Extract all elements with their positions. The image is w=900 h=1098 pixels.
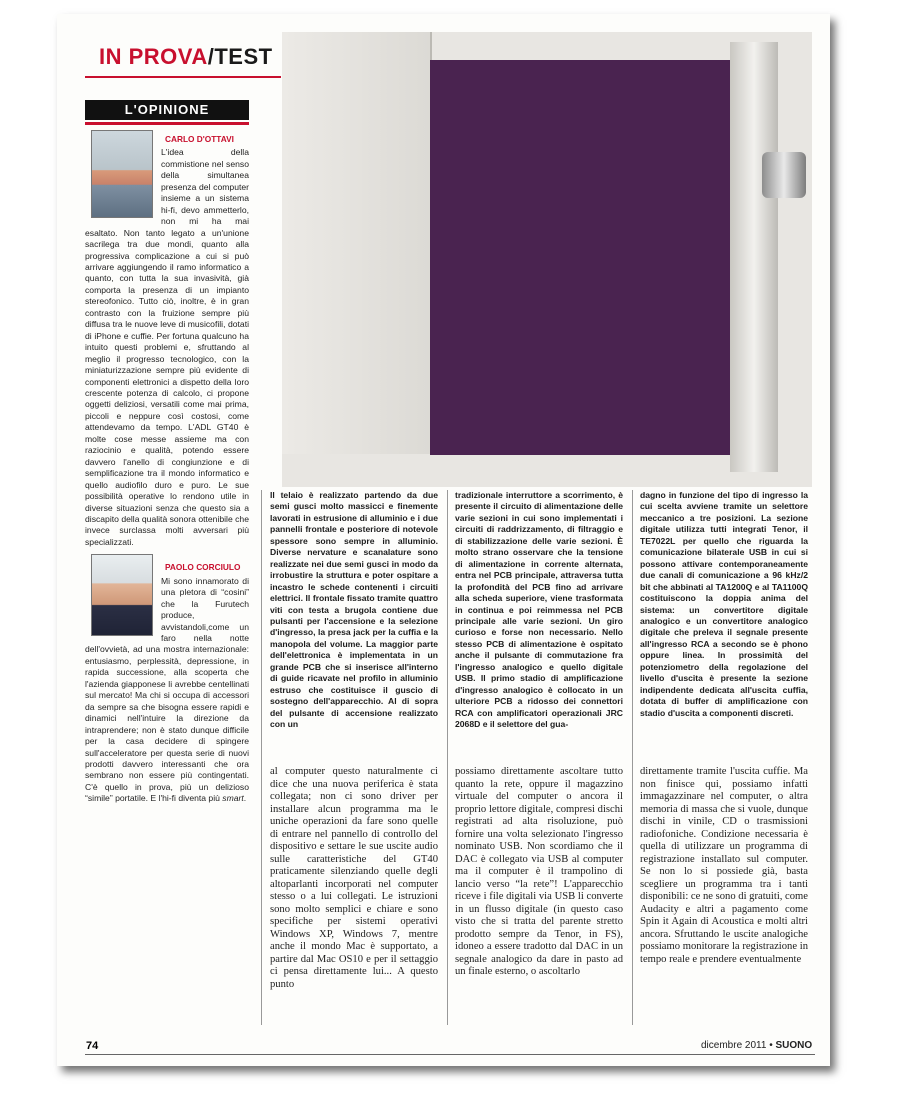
opinion-underline	[85, 122, 249, 125]
magazine-name: SUONO	[775, 1040, 813, 1051]
article-upper-col-3: dagno in funzione del tipo di ingresso la cui scelta avviene tramite un selettore meccanico a tre posizioni. La sezione digitale utilizza tutti integrati Tenor, il TE7022L per quello che riguarda la comunicazione bilaterale USB in cui si possono attivare contemporaneamente due canali di comunicazione a 96 kHz/2 bit che abbinati al TA1200Q e al TA1100Q costituiscono la doppia anima del sistema: un convertitore digitale analogico e un convertitore analogico digitale che preleva il segnale presente all'ingresso RCA a secondo se è phono oppure linea. In prossimità del potenziometro della regolazione del livello d'uscita è presente la sezione indipendente dedicata all'uscita cuffia, dotata di buffer di amplificazione con stadio d'uscita a componenti discreti.	[640, 490, 808, 718]
author-photo-paolo	[91, 554, 153, 636]
article-lower-col-1: al computer questo naturalmente ci dice che una nuova periferica è stata collegata; non ci sono driver per installare alcun programma ma le uniche operazioni da fare sono quelle di entrare nel pannello di controllo del dispositivo e settare le sue uscite audio sulle caratteristiche del GT40 praticamente silenziando quelle degli altoparlanti incorporati nel computer stesso o a lui collegati. Le istruzioni sono molto semplici e chiare e sono specifiche per sistemi operativi Windows XP, Windows 7, mentre anche il mondo Mac è supportato, a partire dal Mac OS10 e per il settaggio ci pensa direttamente lui... A questo punto	[270, 766, 438, 990]
article-upper-col-1: Il telaio è realizzato partendo da due semi gusci molto massicci e finemente lavorati in estrusione di alluminio e i due pannelli frontale e posteriore di notevole spessore sono sempre in alluminio. Diverse nervature e scanalature sono realizzate nei due semi gusci in modo da irrobustire la struttura e poter ospitare a incastro le schede contenenti i circuiti elettrici. Il frontale fissato tramite quattro viti con testa a brugola contiene due pulsanti per l'accensione e la selezione d'ingresso, la presa jack per la cuffia e la manopola del volume. La maggior parte dell'elettronica è implementata in un grande PCB che si inserisce all'interno di guide ricavate nel profilo in alluminio estruso che costituisce il guscio di sostegno dell'apparecchio. Al di sopra del pulsante di accensione realizzato con un	[270, 490, 438, 730]
circuit-board	[430, 60, 730, 455]
column-divider	[632, 490, 633, 1025]
opinion-header: L'OPINIONE	[85, 100, 249, 120]
article-upper-col-2: tradizionale interruttore a scorrimento, è presente il circuito di alimentazione delle varie sezioni in cui sono implementati i circuiti di raddrizzamento, di filtraggio e di stabilizzazione delle varie sezioni. È molto strano osservare che la tensione di alimentazione in corrente alternata, entra nel PCB principale, attraversa tutta la profondità del PCB fino ad arrivare alla scheda superiore, viene trasformata in continua e poi reimmessa nel PCB principale alle varie sezioni. Un giro curioso e forse non necessario. Nello stesso PCB di alimentazione è ospitato anche il pulsante di commutazione fra l'ingresso analogico e quello digitale USB. Il primo stadio di amplificazione d'ingresso analogico è collocato in un ulteriore PCB a ridosso dei connettori RCA con amplificatori operazionali JRC 2068D e il selettore del gua-	[455, 490, 623, 730]
opinion-sidebar	[85, 130, 249, 805]
chassis-panel	[730, 42, 778, 472]
section-label-test: TEST	[214, 44, 273, 69]
issue-footer: dicembre 2011 • SUONO	[701, 1040, 813, 1051]
column-divider	[447, 490, 448, 1025]
aluminium-plate	[282, 32, 432, 454]
author-name-carlo: CARLO D'OTTAVI	[165, 134, 234, 144]
page-number: 74	[86, 1040, 99, 1052]
author-photo-carlo	[91, 130, 153, 218]
column-divider	[261, 490, 262, 1025]
volume-knob	[762, 152, 806, 198]
title-rule	[85, 76, 281, 78]
article-lower-col-2: possiamo direttamente ascoltare tutto quanto la rete, oppure il magazzino virtuale del computer o ancora il proprio lettore digitale, compresi dischi registrati ad alta risoluzione, può fornire una volta selezionato l'ingresso nominato USB. Non scordiamo che il DAC è collegato via USB al computer ma il computer è il trampolino di lancio verso “la rete”! L'apparecchio riceve i file digitali via USB li converte in un flusso digitale (in questo caso visto che si tratta del parente stretto prodotto sempre da Tenor, in FS), idoneo a essere tradotto dal DAC in un segnale analogico da dare in pasto ad un finale esterno, o ascoltarlo	[455, 766, 623, 977]
section-title: IN PROVA/TEST	[99, 44, 273, 69]
author-name-paolo: PAOLO CORCIULO	[165, 562, 241, 573]
magazine-page	[57, 14, 830, 1066]
opinion-text-paolo: Mi sono innamorato di una pletora di “cosini” che la Furutech produce, avvistandoli,come un faro nella notte dell'ovvietà, ad una mostra internazionale: entusiasmo, perplessità, depressione, in rapida successione, alla scoperta che l'azienda giapponese li avrebbe centellinati sul mercato! Ma chi si occupa di accessori da sempre sa che bisogna essere rapidi e dinamici nell'intuire la direzione da intraprendere; non è stato dunque difficile per la casa decidere di spingere sull'acceleratore per questa serie di nuovi prodotti davvero interessanti che ora sembrano non essere più contingentati. C'è quello in prova, più un delizioso “simile” portatile. E l'hi-fi diventa più smart.	[85, 575, 249, 804]
article-lower-col-3: direttamente tramite l'uscita cuffie. Ma non finisce qui, possiamo infatti immagazzinare nel computer, o altra memoria di massa che si vuole, dunque dischi in vinile, CD o trasmissioni radiofoniche. Condizione necessaria è quella di utilizzare un programma di registrazione installato sul computer. Se non lo si possiede già, basta scegliere un programma tra i tanti disponibili: ce ne sono di gratuiti, come Audacity e altri a pagamento come Spin it Again di Acoustica e molti altri ancora. Sfruttando le uscite analogiche possiamo monitorare la registrazione in tempo reale e prendere eventualmente	[640, 766, 808, 965]
product-photo	[282, 32, 812, 487]
footer-rule	[85, 1054, 815, 1055]
section-label-prova: IN PROVA	[99, 44, 208, 69]
opinion-text-carlo: L'idea della commistione nel senso della simultanea presenza del computer insieme a un sistema hi-fi, devo ammetterlo, non mi ha mai esaltato. Non tanto legato a un'unione sacrilega tra due mondi, quanto alla progressiva complicazione a cui si può arrivare aggiungendo il ramo informatico a quanto, con tutta la sua invasività, già comporta la presenza di un impianto stereofonico. Tutto ciò, inoltre, è in gran contrasto con la fruizione sempre più diffusa tra le nuove leve di musicofili, dotati di iPhone e cuffie. Per fortuna qualcuno ha intuito questi problemi e, sfruttando al meglio il progresso tecnologico, con la miniaturizzazione sempre più evidente di componenti elettronici a dispetto della loro crescente potenza di calcolo, ci propone oggetti deliziosi, versatili come mai prima, piccoli e neppure così costosi, come attendevamo da tempo. L'ADL GT40 è molte cose messe assieme ma con raziocinio e qualità, potendo essere davvero l'anello di congiunzione e di semplificazione tra il mondo informatico e quello audiofilo duro e puro. Le sue possibilità operative lo rendono utile in diverse situazioni senza che questo sia a discapito della qualità sonora ottenibile che invece surclassa molti avversari più specializzati.	[85, 147, 249, 547]
